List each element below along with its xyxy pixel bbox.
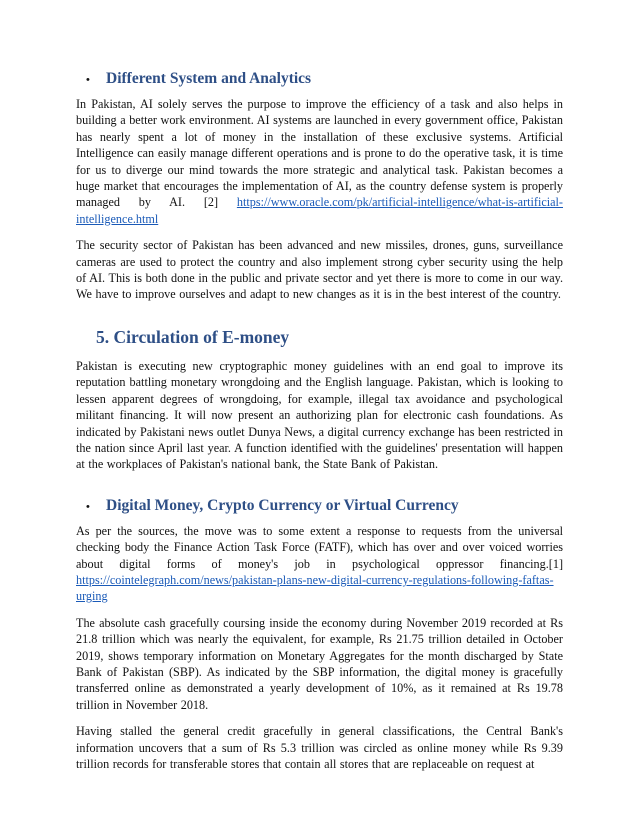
bullet-icon: • (86, 500, 90, 513)
paragraph-fatf (76, 523, 563, 605)
section-heading-different-system (76, 70, 563, 88)
paragraph-cash-supply: The absolute cash gracefully coursing inside the economy during November 2019 recorded at Rs 21.8 trillion which was nearly the equivalent, for example, Rs 21.75 trillion detailed in October 2019, shows temporary information on Monetary Aggregates for the month discharged by State Bank of Pakistan (SBP). As indicated by the SBP information, the digital money is gracefully transferred online as demonstrated a yearly development of 10%, as it remained at Rs 19.78 trillion in November 2018. (76, 615, 563, 712)
paragraph-ai-pakistan (76, 96, 563, 227)
oracle-link[interactable]: https://www.oracle.com/pk/artificial-intelligence/what-is-artificial-intelligence.html (76, 195, 563, 226)
document-page (76, 70, 563, 782)
paragraph-text: In Pakistan, AI solely serves the purpose to improve the efficiency of a task and also helps in building a better work environment. AI systems are launched in every government office, Pakistan has nearly spent a lot of money in the installation of these exclusive systems. Artificial Intelligence can easily manage different operations and is prone to do the operative task, it is time for us to diverge our mind towards the more strategic and analytical task. Pakistan becomes a huge market that encourages the implementation of AI, as the country defense system is properly managed by AI. [2] (76, 97, 563, 210)
paragraph-security-sector: The security sector of Pakistan has been advanced and new missiles, drones, guns, surveillance cameras are used to protect the country and also implement strong cyber security using the help of AI. This is both done in the public and private sector and yet there is more to come in our way. We have to improve ourselves and adapt to new changes as it is in the best interest of the country. (76, 238, 563, 302)
paragraph-crypto-guidelines: Pakistan is executing new cryptographic money guidelines with an end goal to improve its reputation battling monetary wrongdoing and the English language. Pakistan, which is looking to lessen apparent degrees of wrongdoing, for example, illegal tax avoidance and psychological militant financing. It will now present an authorizing plan for electronic cash foundations. As indicated by Pakistani news outlet Dunya News, a digital currency exchange has been restricted in the nation since April last year. A function identified with the guidelines' presentation will happen at the workplaces of Pakistan's national bank, the State Bank of Pakistan. (76, 358, 563, 472)
cointelegraph-link[interactable]: https://cointelegraph.com/news/pakistan-plans-new-digital-currency-regulations-following-faftas-urging (76, 572, 554, 604)
bullet-icon: • (86, 74, 90, 86)
paragraph-text: As per the sources, the move was to some extent a response to requests from the universal checking body the Finance Action Task Force (FATF), which has over and over voiced worries about digital forms of money's job in psychological oppressor financing.[1] (76, 523, 563, 571)
heading-text: Different System and Analytics (106, 70, 312, 87)
section-heading-digital-money (76, 497, 563, 515)
section-heading-e-money: 5. Circulation of E-money (96, 326, 290, 347)
paragraph-central-bank: Having stalled the general credit gracefully in general classifications, the Central Bank's information uncovers that a sum of Rs 5.3 trillion was circled as online money while Rs 9.39 trillion records for transferable stores that contain all stores that are replaceable on request at (76, 724, 563, 771)
heading-text: Digital Money, Crypto Currency or Virtual Currency (106, 496, 459, 514)
